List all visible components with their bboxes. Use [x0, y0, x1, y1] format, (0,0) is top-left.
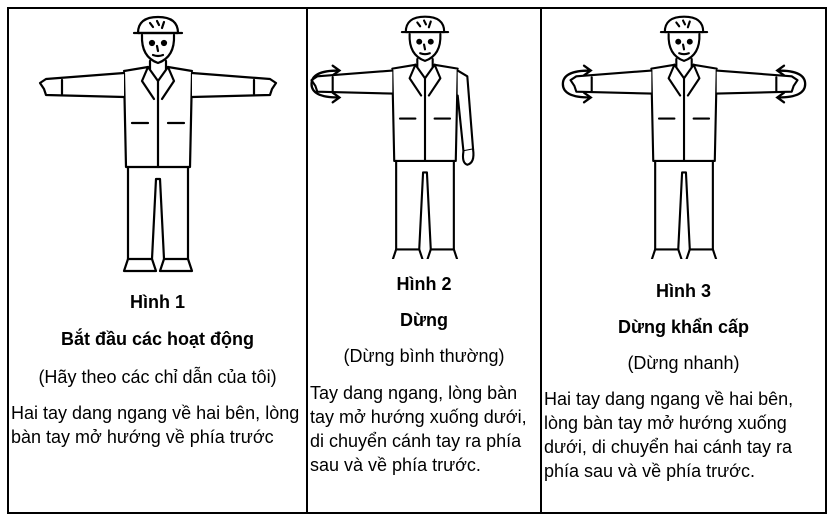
signal-note: (Hãy theo các chỉ dẫn của tôi) — [38, 367, 277, 387]
panel-emergency-stop — [542, 9, 825, 512]
signal-table — [7, 7, 827, 514]
signal-description: Hai tay dang ngang về hai bên, lòng bàn tay mở hướng xuống dưới, di chuyển hai cánh tay ra phía sau và về phía trước. — [544, 389, 794, 481]
signal-note: (Dừng bình thường) — [343, 346, 505, 366]
worker-both-arms-swing-icon — [542, 9, 827, 259]
signal-note: (Dừng nhanh) — [627, 353, 740, 373]
signal-description: Tay dang ngang, lòng bàn tay mở hướng xuống dưới, di chuyển cánh tay ra phía sau và về phía trước. — [310, 383, 527, 475]
signal-name: Dừng — [399, 310, 449, 330]
worker-one-arm-swing-icon — [308, 9, 542, 259]
figure-label: Hình 1 — [129, 292, 185, 312]
signal-name: Bắt đầu các hoạt động — [60, 329, 255, 349]
panel-stop — [308, 9, 542, 512]
panel-start-operations — [9, 9, 308, 512]
worker-arms-outstretched-icon — [9, 9, 308, 279]
signal-name: Dừng khẩn cấp — [617, 317, 750, 337]
figure-label: Hình 2 — [396, 274, 452, 294]
figure-label: Hình 3 — [655, 281, 711, 301]
signal-description: Hai tay dang ngang về hai bên, lòng bàn tay mở hướng về phía trước — [11, 403, 300, 447]
